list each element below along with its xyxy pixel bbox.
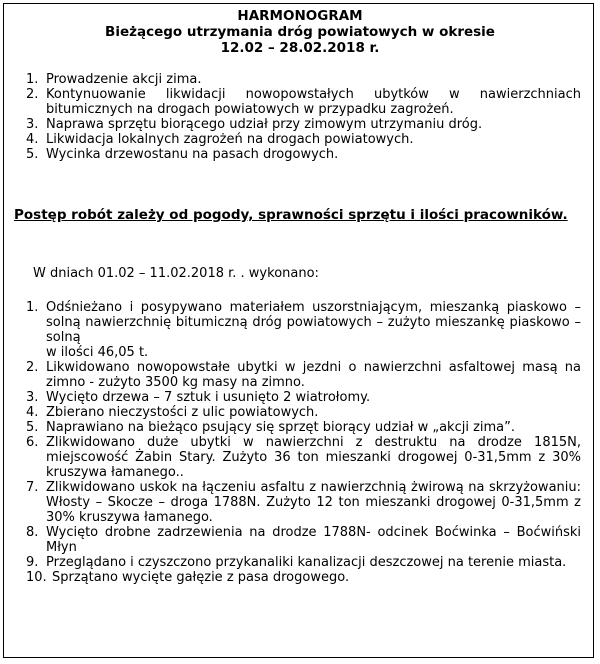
list-item: 7. Zlikwidowano uskok na łączeniu asfaltu z nawierzchnią żwirową na skrzyżowaniu: Włosty – Skocze – droga 1788N. Zużyto 12 ton mieszanki drogowej 0-31,5mm z 30% kruszywa łamanego.: [26, 480, 581, 525]
header: [0, 8, 600, 56]
notice: Postęp robót zależy od pogody, sprawności sprzętu i ilości pracowników.: [14, 207, 568, 223]
list-item: 1. Prowadzenie akcji zima.: [26, 72, 202, 87]
list-item-continuation: w ilości 46,05 t.: [46, 345, 149, 360]
list-item: 4. Likwidacja lokalnych zagrożeń na drogach powiatowych.: [26, 132, 414, 147]
list-item: 5. Naprawiano na bieżąco psujący się sprzęt biorący udział w „akcji zima”.: [26, 420, 516, 435]
plan-list: [26, 72, 581, 162]
list-item: 6. Zlikwidowano duże ubytki w nawierzchni z destruktu na drodze 1815N, miejscowość Żabin Stary. Zużyto 36 ton mieszanki drogowej 0-31,5mm z 30% kruszywa łamanego..: [26, 435, 581, 480]
lead-text: W dniach 01.02 – 11.02.2018 r. . wykonano:: [33, 266, 319, 281]
doc-title: HARMONOGRAM: [237, 8, 363, 24]
list-item: 1. Odśnieżano i posypywano materiałem uszorstniającym, mieszanką piaskowo – solną nawierzchnię bitumiczną dróg powiatowych – zużyto mieszankę piaskowo – solną: [26, 300, 581, 345]
list-item: 4. Zbierano nieczystości z ulic powiatowych.: [26, 405, 319, 420]
list-item: 5. Wycinka drzewostanu na pasach drogowych.: [26, 147, 339, 162]
doc-subtitle: Bieżącego utrzymania dróg powiatowych w okresie: [105, 24, 495, 40]
done-list: [26, 300, 581, 585]
list-item: 8. Wycięto drobne zadrzewienia na drodze 1788N- odcinek Boćwinka – Boćwiński Młyn: [26, 525, 581, 555]
list-item: 3. Naprawa sprzętu biorącego udział przy zimowym utrzymaniu dróg.: [26, 117, 483, 132]
list-item: 2. Likwidowano nowopowstałe ubytki w jezdni o nawierzchni asfaltowej masą na zimno - zużyto 3500 kg masy na zimno.: [26, 360, 581, 390]
list-item: 2. Kontynuowanie likwidacji nowopowstałych ubytków w nawierzchniach bitumicznych na drogach powiatowych w przypadku zagrożeń.: [26, 87, 581, 117]
list-item: 3. Wycięto drzewa – 7 sztuk i usunięto 2 wiatrołomy.: [26, 390, 371, 405]
doc-period: 12.02 – 28.02.2018 r.: [220, 40, 380, 56]
list-item: 10. Sprzątano wycięte gałęzie z pasa drogowego.: [26, 570, 350, 585]
list-item: 9. Przeglądano i czyszczono przykanaliki kanalizacji deszczowej na terenie miasta.: [26, 555, 567, 570]
